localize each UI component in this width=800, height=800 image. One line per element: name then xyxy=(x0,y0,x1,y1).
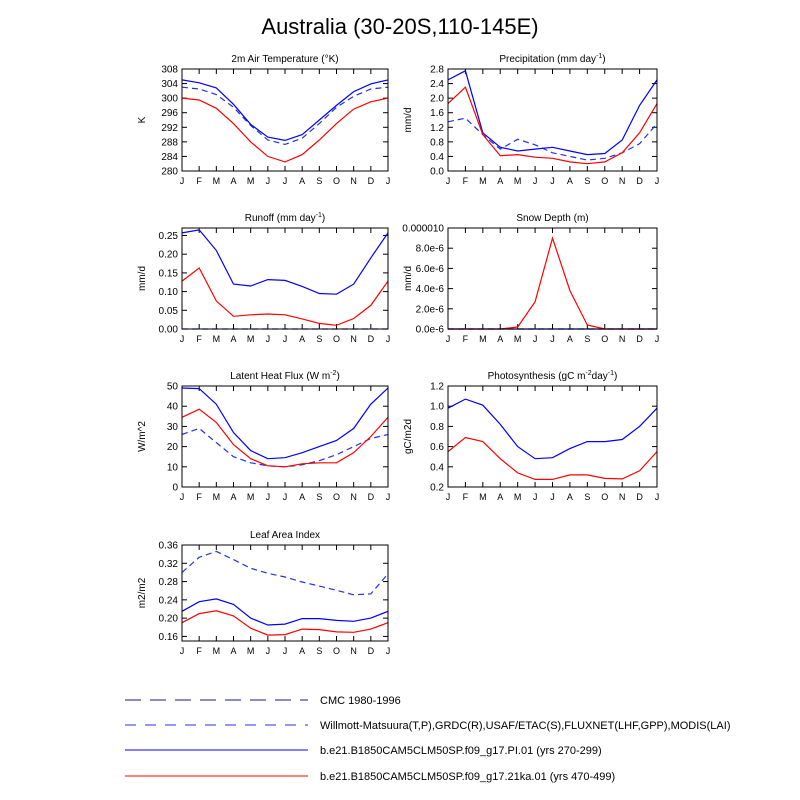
x-tick-label: O xyxy=(332,176,341,186)
y-tick-label: 0.20 xyxy=(158,249,178,261)
x-tick-label: M xyxy=(479,492,487,502)
x-tick-label: J xyxy=(532,176,538,186)
x-tick-label: N xyxy=(618,176,626,186)
chart-panel-7 xyxy=(137,530,390,656)
x-tick-label: O xyxy=(601,492,609,502)
x-tick-label: M xyxy=(212,646,221,656)
y-tick-label: 0.16 xyxy=(158,631,178,643)
series-line xyxy=(182,268,388,325)
y-tick-label: 2.0 xyxy=(430,93,444,105)
series-line xyxy=(182,98,388,162)
y-tick-label: 292 xyxy=(161,122,178,134)
x-tick-label: D xyxy=(367,176,375,186)
x-tick-label: J xyxy=(282,334,288,344)
x-tick-label: J xyxy=(550,334,555,344)
x-tick-label: O xyxy=(601,334,609,344)
x-tick-label: D xyxy=(367,334,375,344)
panel-title xyxy=(231,54,338,65)
panels-group xyxy=(137,53,659,656)
y-axis-label: mm/d xyxy=(137,266,148,291)
x-tick-label: M xyxy=(212,492,221,502)
x-tick-label: J xyxy=(385,492,391,502)
series-line xyxy=(182,80,388,140)
legend-label: b.e21.B1850CAM5CLM50SP.f09_g17.PI.01 (yrs 270-299) xyxy=(320,745,602,757)
y-tick-label: 1.2 xyxy=(430,122,444,134)
y-tick-label: 0.32 xyxy=(158,558,178,570)
panel-title xyxy=(516,213,588,224)
series-line xyxy=(448,399,657,459)
panel-title-text: Photosynthesis (gC m xyxy=(487,371,586,382)
x-tick-label: S xyxy=(316,492,323,502)
y-tick-label: 0.8 xyxy=(430,421,444,433)
chart-panel-5 xyxy=(137,370,390,502)
y-tick-label: 1.6 xyxy=(430,108,444,120)
legend-label: CMC 1980-1996 xyxy=(320,695,401,707)
x-tick-label: D xyxy=(367,646,375,656)
y-tick-label: 0.2 xyxy=(430,482,444,494)
x-tick-label: A xyxy=(299,176,306,186)
legend-label: b.e21.B1850CAM5CLM50SP.f09_g17.21ka.01 (yrs 470-499) xyxy=(320,771,616,783)
x-tick-label: F xyxy=(462,176,469,186)
y-tick-label: 10 xyxy=(166,462,178,474)
x-tick-label: N xyxy=(350,334,357,344)
panel-title xyxy=(250,530,320,541)
x-tick-label: O xyxy=(332,334,341,344)
panel-title xyxy=(245,212,326,224)
x-tick-label: J xyxy=(282,646,288,656)
x-tick-label: J xyxy=(385,176,391,186)
y-tick-label: 0.28 xyxy=(158,577,178,589)
x-tick-label: S xyxy=(584,492,591,502)
series-line xyxy=(182,551,388,594)
x-tick-label: N xyxy=(618,334,626,344)
series-line xyxy=(448,71,657,155)
panel-title-superscript: -1 xyxy=(315,212,322,219)
plot-frame xyxy=(182,69,388,171)
plot-frame xyxy=(448,228,657,329)
x-tick-label: J xyxy=(445,334,451,344)
x-tick-label: D xyxy=(367,492,375,502)
x-tick-label: J xyxy=(445,492,451,502)
panel-title-text: Precipitation (mm day xyxy=(499,54,597,65)
x-tick-label: J xyxy=(654,492,660,502)
x-tick-label: A xyxy=(230,492,237,502)
x-tick-label: M xyxy=(246,176,255,186)
y-tick-label: 288 xyxy=(161,137,178,149)
panel-title-text: 2m Air Temperature (°K) xyxy=(231,54,339,65)
x-tick-label: A xyxy=(230,646,237,656)
x-tick-label: S xyxy=(584,334,591,344)
y-tick-label: 0.000010 xyxy=(402,223,444,235)
panel-title-suffix: ) xyxy=(321,213,326,224)
x-tick-label: F xyxy=(196,176,202,186)
panel-title-superscript: -2 xyxy=(585,370,592,377)
panel-title-suffix: ) xyxy=(614,371,618,382)
y-tick-label: 2.0e-6 xyxy=(415,304,444,316)
x-tick-label: O xyxy=(332,646,341,656)
x-tick-label: A xyxy=(497,492,504,502)
x-tick-label: J xyxy=(532,334,538,344)
plot-frame xyxy=(182,545,388,641)
y-tick-label: 0 xyxy=(172,482,178,494)
x-tick-label: J xyxy=(654,334,660,344)
y-tick-label: 300 xyxy=(161,93,178,105)
panel-title-suffix: day xyxy=(591,371,608,382)
y-tick-label: 6.0e-6 xyxy=(415,263,444,275)
panel-title-superscript: -1 xyxy=(607,370,615,377)
y-tick-label: 0.4 xyxy=(430,151,444,163)
x-tick-label: D xyxy=(636,492,643,502)
y-axis-label: mm/d xyxy=(403,107,414,133)
x-tick-label: S xyxy=(316,334,323,344)
x-tick-label: S xyxy=(316,176,323,186)
x-tick-label: J xyxy=(179,646,185,656)
y-tick-label: 30 xyxy=(166,421,178,433)
y-tick-label: 304 xyxy=(161,79,178,91)
x-tick-label: J xyxy=(550,176,555,186)
y-axis-label: gC/m2d xyxy=(403,418,414,455)
x-tick-label: A xyxy=(497,334,504,344)
x-tick-label: J xyxy=(654,176,660,186)
x-tick-label: J xyxy=(265,646,271,656)
x-tick-label: N xyxy=(350,176,357,186)
x-tick-label: M xyxy=(513,176,522,186)
x-tick-label: N xyxy=(350,646,357,656)
y-tick-label: 0.6 xyxy=(430,442,444,454)
legend xyxy=(125,695,731,783)
legend-label: Willmott-Matsuura(T,P),GRDC(R),USAF/ETAC(S),FLUXNET(LHF,GPP),MODIS(LAI) xyxy=(320,720,731,732)
x-tick-label: M xyxy=(479,176,487,186)
x-tick-label: M xyxy=(246,646,255,656)
y-tick-label: 2.8 xyxy=(430,64,444,76)
y-tick-label: 280 xyxy=(161,166,178,178)
x-tick-label: A xyxy=(566,176,573,186)
series-line xyxy=(182,611,388,635)
y-tick-label: 4.0e-6 xyxy=(415,284,444,296)
x-tick-label: J xyxy=(179,492,185,502)
x-tick-label: F xyxy=(462,492,469,502)
chart-panel-3 xyxy=(137,212,390,344)
x-tick-label: O xyxy=(601,176,609,186)
y-tick-label: 0.0e-6 xyxy=(415,324,444,336)
series-line xyxy=(182,230,388,294)
x-tick-label: A xyxy=(566,492,573,502)
x-tick-label: O xyxy=(332,492,341,502)
y-tick-label: 8.0e-6 xyxy=(415,243,444,255)
x-tick-label: N xyxy=(350,492,357,502)
y-tick-label: 0.36 xyxy=(158,540,178,552)
y-axis-label: W/m^2 xyxy=(137,421,148,452)
x-tick-label: A xyxy=(230,334,237,344)
x-tick-label: M xyxy=(513,492,522,502)
y-tick-label: 0.24 xyxy=(158,595,178,607)
y-tick-label: 0.15 xyxy=(158,268,178,280)
y-tick-label: 0.05 xyxy=(158,305,178,317)
panel-title-text: Latent Heat Flux (W m xyxy=(230,371,331,382)
y-tick-label: 0.25 xyxy=(158,230,178,242)
y-tick-label: 0.4 xyxy=(430,462,444,474)
panel-title xyxy=(488,370,618,382)
y-tick-label: 0.8 xyxy=(430,137,444,149)
y-tick-label: 50 xyxy=(166,381,178,393)
panel-title-suffix: ) xyxy=(336,371,340,382)
y-tick-label: 1.2 xyxy=(430,381,444,393)
panel-title-suffix: ) xyxy=(602,54,606,65)
x-tick-label: A xyxy=(230,176,237,186)
series-line xyxy=(182,428,388,466)
x-tick-label: A xyxy=(299,334,306,344)
x-tick-label: A xyxy=(299,492,306,502)
x-tick-label: M xyxy=(246,492,255,502)
x-tick-label: J xyxy=(550,492,555,502)
series-line xyxy=(182,388,388,459)
panel-title-text: Runoff (mm day xyxy=(244,213,316,224)
x-tick-label: J xyxy=(265,492,271,502)
y-tick-label: 1.0 xyxy=(430,401,444,413)
chart-panel-1 xyxy=(137,54,390,186)
chart-panel-6 xyxy=(403,370,659,502)
y-axis-label: m2/m2 xyxy=(137,577,148,609)
figure-title: Australia (30-20S,110-145E) xyxy=(261,14,539,39)
panel-title-superscript: -2 xyxy=(330,370,337,377)
x-tick-label: A xyxy=(299,646,306,656)
chart-panel-4 xyxy=(402,213,659,344)
y-tick-label: 296 xyxy=(161,108,178,120)
x-tick-label: J xyxy=(445,176,451,186)
x-tick-label: A xyxy=(497,176,504,186)
y-axis-label: mm/d xyxy=(403,266,414,291)
x-tick-label: M xyxy=(479,334,487,344)
panel-title-text: Leaf Area Index xyxy=(249,530,321,541)
x-tick-label: A xyxy=(566,334,573,344)
panel-title-text: Snow Depth (m) xyxy=(516,213,589,224)
x-tick-label: F xyxy=(196,646,202,656)
x-tick-label: N xyxy=(618,492,626,502)
panel-title-superscript: -1 xyxy=(596,53,603,60)
x-tick-label: J xyxy=(532,492,538,502)
panel-title xyxy=(230,370,340,382)
panel-title xyxy=(499,53,605,65)
y-tick-label: 0.20 xyxy=(158,613,178,625)
x-tick-label: M xyxy=(212,334,221,344)
x-tick-label: J xyxy=(179,176,185,186)
y-tick-label: 0.10 xyxy=(158,287,178,299)
x-tick-label: S xyxy=(316,646,323,656)
x-tick-label: J xyxy=(179,334,185,344)
y-tick-label: 0.0 xyxy=(430,166,444,178)
y-tick-label: 20 xyxy=(166,442,178,454)
chart-panel-2 xyxy=(403,53,659,186)
x-tick-label: J xyxy=(282,492,288,502)
x-tick-label: J xyxy=(385,334,391,344)
x-tick-label: J xyxy=(282,176,288,186)
y-tick-label: 284 xyxy=(161,151,178,163)
x-tick-label: F xyxy=(196,492,202,502)
y-tick-label: 308 xyxy=(161,64,178,76)
x-tick-label: M xyxy=(513,334,522,344)
x-tick-label: D xyxy=(636,176,643,186)
x-tick-label: J xyxy=(265,334,271,344)
series-line xyxy=(448,438,657,480)
x-tick-label: S xyxy=(584,176,591,186)
x-tick-label: J xyxy=(385,646,391,656)
x-tick-label: J xyxy=(265,176,271,186)
y-tick-label: 2.4 xyxy=(430,79,444,91)
x-tick-label: F xyxy=(462,334,469,344)
y-tick-label: 0.00 xyxy=(158,324,178,336)
series-line xyxy=(448,238,657,329)
x-tick-label: M xyxy=(246,334,255,344)
series-line xyxy=(182,87,388,144)
x-tick-label: M xyxy=(212,176,221,186)
x-tick-label: F xyxy=(196,334,202,344)
y-axis-label: K xyxy=(137,116,148,124)
y-tick-label: 40 xyxy=(166,401,178,413)
x-tick-label: D xyxy=(636,334,643,344)
